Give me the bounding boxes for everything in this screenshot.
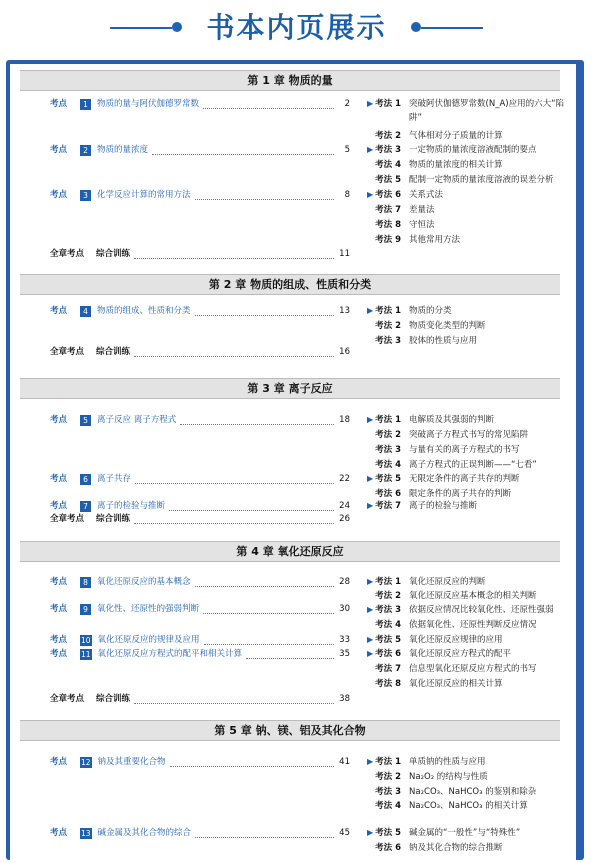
method-entry: 考法 4 物质的量浓度的相关计算 — [375, 160, 503, 170]
chapter-summary-entry[interactable]: 全章考点 综合训练 38 — [50, 694, 350, 704]
topic-entry[interactable]: 考点 12 钠及其重要化合物 41 — [50, 757, 350, 767]
method-entry: ▶ 考法 5 无限定条件的离子共存的判断 — [367, 474, 520, 484]
method-entry: 考法 6 钠及其化合物的综合推断 — [375, 843, 503, 853]
topic-entry[interactable]: 考点 4 物质的组成、性质和分类 13 — [50, 306, 350, 316]
method-entry: 考法 2 物质变化类型的判断 — [375, 321, 486, 331]
topic-entry[interactable] — [50, 188, 350, 202]
page-number: 5 — [344, 145, 350, 155]
chapter-5 — [20, 720, 560, 861]
chapter-title: 第 5 章 钠、镁、铝及其化合物 — [20, 720, 560, 741]
topic-entry[interactable]: 考点 13 碱金属及其化合物的综合 45 — [50, 828, 350, 838]
banner-dot-right — [411, 22, 421, 32]
chapter-summary-entry[interactable] — [50, 247, 350, 261]
method-entry: ▶ 考法 5 碱金属的“一般性”与“特殊性” — [367, 828, 521, 838]
method-entry: ▶ 考法 5 氧化还原反应规律的应用 — [367, 635, 503, 645]
arrow-icon: ▶ — [367, 145, 374, 154]
topic-entry[interactable]: 考点 9 氧化性、还原性的强弱判断 30 — [50, 604, 350, 614]
arrow-icon: ▶ — [367, 190, 374, 199]
arrow-icon: ▶ — [367, 577, 374, 586]
method-entry: ▶ 考法 6 氧化还原反应方程式的配平 — [367, 649, 512, 659]
method-entry: 考法 4 Na₂CO₃、NaHCO₃ 的相关计算 — [375, 801, 528, 811]
method-entry: 考法 4 离子方程式的正误判断——“七看” — [375, 460, 537, 470]
arrow-icon: ▶ — [367, 635, 374, 644]
method-entry: ▶ 考法 1 电解质及其强弱的判断 — [367, 415, 495, 425]
topic-entry[interactable] — [50, 143, 350, 157]
method-entry: 考法 3 Na₂CO₃、NaHCO₃ 的鉴别和除杂 — [375, 787, 537, 797]
method-entry: 考法 5 配制一定物质的量浓度溶液的误差分析 — [375, 175, 554, 185]
method-entry: ▶ 考法 6 关系式法 — [367, 190, 444, 200]
topic-entry[interactable] — [50, 97, 350, 111]
topic-name: 物质的量浓度 — [97, 145, 149, 155]
topic-entry[interactable]: 考点 7 离子的检验与推断 24 — [50, 501, 350, 511]
page-number: 2 — [344, 99, 350, 109]
chapter-2 — [20, 274, 560, 375]
method-entry: 考法 2 氧化还原反应基本概念的相关判断 — [375, 591, 537, 601]
chapter-title: 第 4 章 氧化还原反应 — [20, 541, 560, 562]
topic-number: 1 — [80, 99, 91, 110]
chapter-3 — [20, 378, 560, 539]
topic-entry[interactable]: 考点 8 氧化还原反应的基本概念 28 — [50, 577, 350, 587]
method-entry: ▶ 考法 1 突破阿伏伽德罗常数(N_A)应用的六大“陷阱” — [367, 99, 564, 123]
arrow-icon: ▶ — [367, 501, 374, 510]
banner-dot-left — [172, 22, 182, 32]
method-entry: 考法 2 气体相对分子质量的计算 — [375, 131, 503, 141]
page-number: 11 — [339, 249, 350, 259]
contents-page — [10, 64, 576, 863]
topic-entry[interactable]: 考点 6 离子共存 22 — [50, 474, 350, 484]
topic-name: 化学反应计算的常用方法 — [97, 190, 191, 200]
method-entry: ▶ 考法 1 单质钠的性质与应用 — [367, 757, 486, 767]
page-number: 8 — [344, 190, 350, 200]
method-entry: 考法 4 依据氧化性、还原性判断反应情况 — [375, 620, 537, 630]
chapter-title: 第 2 章 物质的组成、性质和分类 — [20, 274, 560, 295]
chapter-summary-entry[interactable]: 全章考点 综合训练 16 — [50, 347, 350, 357]
topic-number: 2 — [80, 145, 91, 156]
arrow-icon: ▶ — [367, 99, 374, 108]
chapter-1 — [20, 70, 564, 276]
chapter-summary-entry[interactable]: 全章考点 综合训练 26 — [50, 514, 350, 524]
method-entry: 考法 9 其他常用方法 — [375, 235, 461, 245]
chapter-4 — [20, 541, 560, 717]
arrow-icon: ▶ — [367, 828, 374, 837]
banner-title: 书本内页展示 — [206, 11, 387, 44]
arrow-icon: ▶ — [367, 306, 374, 315]
method-entry: 考法 3 胶体的性质与应用 — [375, 336, 478, 346]
method-entry: 考法 3 与量有关的离子方程式的书写 — [375, 445, 520, 455]
method-entry: 考法 2 Na₂O₂ 的结构与性质 — [375, 772, 488, 782]
method-entry: 考法 2 突破离子方程式书写的常见陷阱 — [375, 430, 529, 440]
page-banner — [0, 0, 593, 56]
chapter-title: 第 3 章 离子反应 — [20, 378, 560, 399]
leader-dots — [203, 100, 334, 109]
summary-label-2: 综合训练 — [96, 249, 131, 259]
topic-name: 物质的量与阿伏伽德罗常数 — [97, 99, 200, 109]
topic-tag: 考点 — [50, 190, 68, 200]
method-entry: ▶ 考法 7 离子的检验与推断 — [367, 501, 478, 511]
method-entry: 考法 8 守恒法 — [375, 220, 435, 230]
topic-number: 3 — [80, 190, 91, 201]
topic-tag: 考点 — [50, 145, 68, 155]
method-entry: 考法 7 差量法 — [375, 205, 435, 215]
leader-dots — [134, 250, 334, 259]
leader-dots — [195, 191, 334, 200]
method-entry: ▶ 考法 3 一定物质的量浓度溶液配制的要点 — [367, 145, 537, 155]
method-entry: 考法 6 限定条件的离子共存的判断 — [375, 489, 512, 499]
topic-entry[interactable]: 考点 11 氧化还原反应方程式的配平和相关计算 35 — [50, 649, 350, 659]
banner-line-left — [110, 27, 172, 29]
method-entry: ▶ 考法 3 依据反应情况比较氧化性、还原性强弱 — [367, 605, 554, 615]
arrow-icon: ▶ — [367, 474, 374, 483]
arrow-icon: ▶ — [367, 649, 374, 658]
method-entry: ▶ 考法 1 物质的分类 — [367, 306, 452, 316]
topic-entry[interactable]: 考点 10 氧化还原反应的规律及应用 33 — [50, 635, 350, 645]
topic-tag: 考点 — [50, 99, 68, 109]
arrow-icon: ▶ — [367, 757, 374, 766]
banner-line-right — [421, 27, 483, 29]
method-entry: ▶ 考法 1 氧化还原反应的判断 — [367, 577, 486, 587]
topic-entry[interactable]: 考点 5 离子反应 离子方程式 18 — [50, 415, 350, 425]
arrow-icon: ▶ — [367, 415, 374, 424]
summary-label: 全章考点 — [50, 249, 85, 259]
method-entry: 考法 7 信息型氧化还原反应方程式的书写 — [375, 664, 537, 674]
chapter-title: 第 1 章 物质的量 — [20, 70, 560, 91]
leader-dots — [152, 146, 334, 155]
arrow-icon: ▶ — [367, 605, 374, 614]
method-entry: 考法 8 氧化还原反应的相关计算 — [375, 679, 503, 689]
